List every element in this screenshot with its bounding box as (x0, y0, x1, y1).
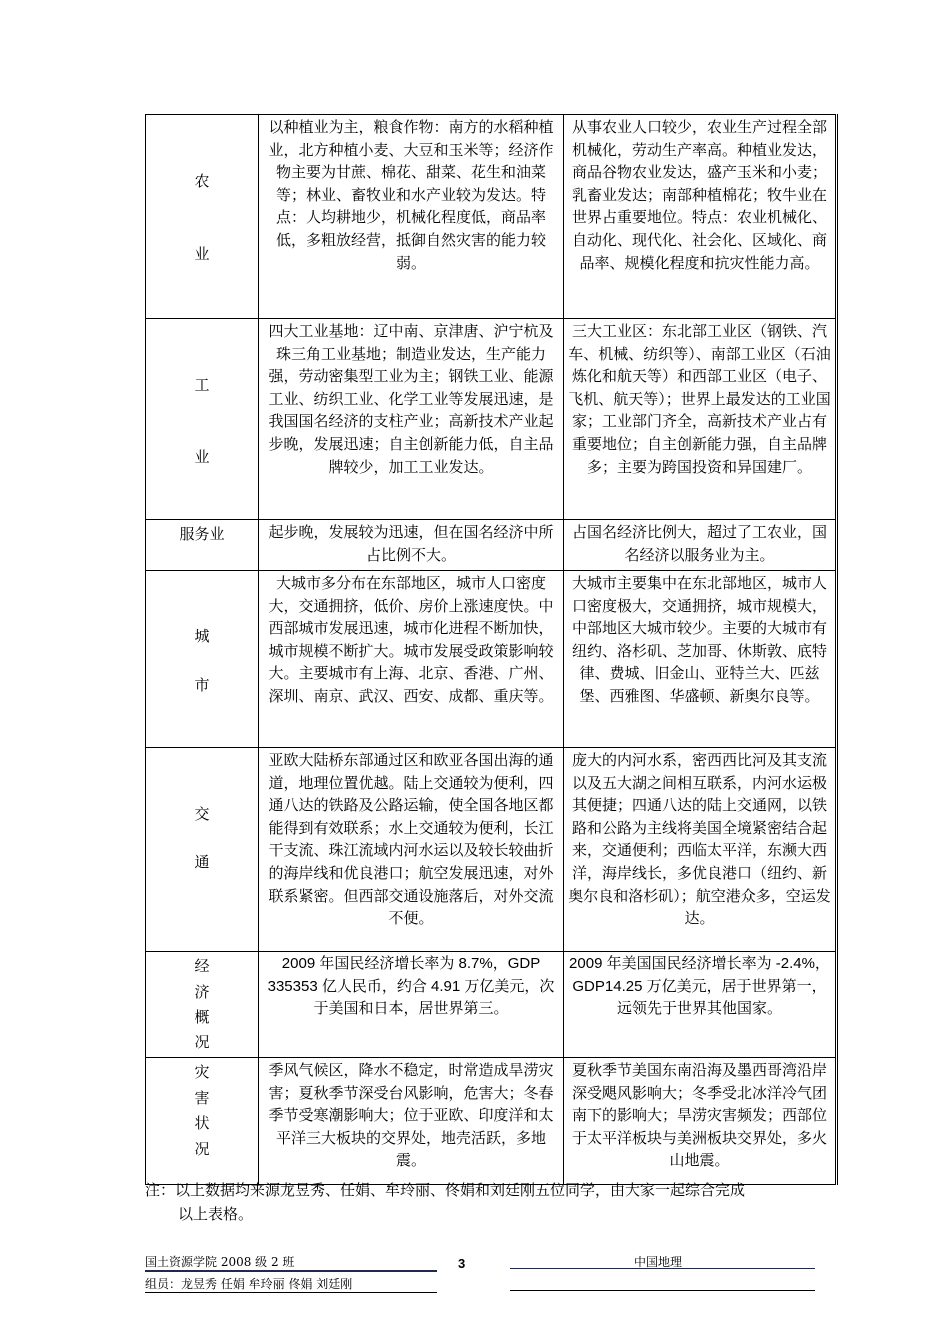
row-label-service: 服务业 (146, 520, 259, 571)
usa-cell: 2009 年美国国民经济增长率为 -2.4%，GDP14.25 万亿美元，居于世界第一，远领先于世界其他国家。 (564, 952, 837, 1058)
comparison-table (145, 114, 838, 1185)
label-char: 工 (194, 376, 210, 394)
china-cell: 亚欧大陆桥东部通过区和欧亚各国出海的通道，地理位置优越。陆上交通较为便利，四通八达的铁路及公路运输，使全国各地区都能得到有效联系；水上交通较为便利，长江干支流、珠江流域内河水运以及较长较曲折的海岸线和优良港口；航空发展迅速，对外联系紧密。但西部交通设施落后，对外交流不便。 (259, 748, 564, 952)
label-char: 况 (194, 1033, 210, 1052)
label-char: 灾 (194, 1063, 210, 1082)
footer-members: 组员：龙昱秀 任娟 牟玲丽 佟娟 刘廷刚 (145, 1277, 353, 1291)
row-label-agriculture (146, 115, 259, 319)
china-cell: 四大工业基地：辽中南、京津唐、沪宁杭及珠三角工业基地；制造业发达，生产能力强，劳动密集型工业为主；钢铁工业、能源工业、纺织工业、化学工业等发展迅速，是我国国名经济的支柱产业；高新技术产业起步晚，发展迅速；自主创新能力低，自主品牌较少，加工工业发达。 (259, 319, 564, 520)
page-number: 3 (458, 1256, 466, 1271)
usa-cell: 三大工业区：东北部工业区（钢铁、汽车、机械、纺织等）、南部工业区（石油炼化和航天等）和西部工业区（电子、飞机、航天等）；世界上最发达的工业国家；工业部门齐全，高新技术产业占有重要地位；自主创新能力强，自主品牌多；主要为跨国投资和异国建厂。 (564, 319, 837, 520)
table-row (146, 748, 837, 952)
china-cell: 大城市多分布在东部地区，城市人口密度大，交通拥挤，低价、房价上涨速度快。中西部城市发展迅速，城市化进程不断加快，城市规模不断扩大。城市发展受政策影响较大。主要城市有上海、北京、香港、广州、深圳、南京、武汉、西安、成都、重庆等。 (259, 571, 564, 748)
table-row (146, 1058, 837, 1185)
china-cell: 季风气候区，降水不稳定，时常造成旱涝灾害；夏秋季节深受台风影响，危害大；冬春季节受寒潮影响大；位于亚欧、印度洋和太平洋三大板块的交界处，地壳活跃，多地震。 (259, 1058, 564, 1185)
label-char: 交 (194, 805, 210, 823)
footer-class-label: 国土资源学院 2008 级 2 班 (145, 1255, 295, 1269)
usa-cell: 庞大的内河水系，密西西比河及其支流以及五大湖之间相互联系，内河水运极其便捷；四通八达的陆上交通网，以铁路和公路为主线将美国全境紧密结合起来，交通便利；西临太平洋，东濒大西洋，海岸线长，多优良港口（纽约、新奥尔良和洛杉矶）；航空港众多，空运发达。 (564, 748, 837, 952)
table-row (146, 952, 837, 1058)
row-label-transport (146, 748, 259, 952)
label-char: 害 (194, 1088, 210, 1107)
row-label-industry (146, 319, 259, 520)
note-line-2: 以上表格。 (178, 1205, 254, 1223)
footer-rule-bottom-right (510, 1290, 815, 1291)
table-row (146, 520, 837, 571)
label-char: 业 (194, 245, 210, 263)
table-row (146, 115, 837, 319)
table-row (146, 319, 837, 520)
china-cell: 2009 年国民经济增长率为 8.7%，GDP 335353 亿人民币，约合 4.91 万亿美元，次于美国和日本，居世界第三。 (259, 952, 564, 1058)
label-char: 况 (194, 1139, 210, 1158)
label-char: 城 (194, 627, 210, 645)
footer-rule-bottom-left (145, 1292, 437, 1293)
row-label-disaster (146, 1058, 259, 1185)
row-label-city (146, 571, 259, 748)
row-label-economy (146, 952, 259, 1058)
usa-cell: 占国名经济比例大，超过了工农业，国名经济以服务业为主。 (564, 520, 837, 571)
label-char: 状 (194, 1114, 210, 1133)
footer-course-label: 中国地理 (634, 1255, 683, 1269)
usa-cell: 大城市主要集中在东北部地区，城市人口密度极大，交通拥挤，城市规模大，中部地区大城市较少。主要的大城市有纽约、洛杉矶、芝加哥、休斯敦、底特律、费城、旧金山、亚特兰大、匹兹堡、西雅图、华盛顿、新奥尔良等。 (564, 571, 837, 748)
china-cell: 以种植业为主，粮食作物：南方的水稻种植业，北方种植小麦、大豆和玉米等；经济作物主要为甘蔗、棉花、甜菜、花生和油菜等；林业、畜牧业和水产业较为发达。特点：人均耕地少，机械化程度低，商品率低，多粗放经营，抵御自然灾害的能力较弱。 (259, 115, 564, 319)
label-char: 业 (194, 448, 210, 466)
label-char: 经 (194, 957, 210, 976)
china-cell: 起步晚，发展较为迅速，但在国名经济中所占比例不大。 (259, 520, 564, 571)
footer-rule-left (145, 1270, 437, 1272)
label-char: 济 (194, 982, 210, 1001)
table-row (146, 571, 837, 748)
label-char: 市 (194, 676, 210, 694)
label-char: 概 (194, 1007, 210, 1026)
label-char: 农 (194, 172, 210, 190)
label-char: 通 (194, 853, 210, 871)
table-note (145, 1178, 835, 1226)
usa-cell: 夏秋季节美国东南沿海及墨西哥湾沿岸深受飓风影响大；冬季受北冰洋冷气团南下的影响大；旱涝灾害频发；西部位于太平洋板块与美洲板块交界处，多火山地震。 (564, 1058, 837, 1185)
usa-cell: 从事农业人口较少，农业生产过程全部机械化，劳动生产率高。种植业发达，商品谷物农业发达，盛产玉米和小麦；乳畜业发达；南部种植棉花；牧牛业在世界占重要地位。特点：农业机械化、自动化、现代化、社会化、区域化、商品率、规模化程度和抗灾性能力高。 (564, 115, 837, 319)
note-line-1: 注：以上数据均来源龙昱秀、任娟、牟玲丽、佟娟和刘廷刚五位同学，由大家一起综合完成 (145, 1181, 746, 1199)
